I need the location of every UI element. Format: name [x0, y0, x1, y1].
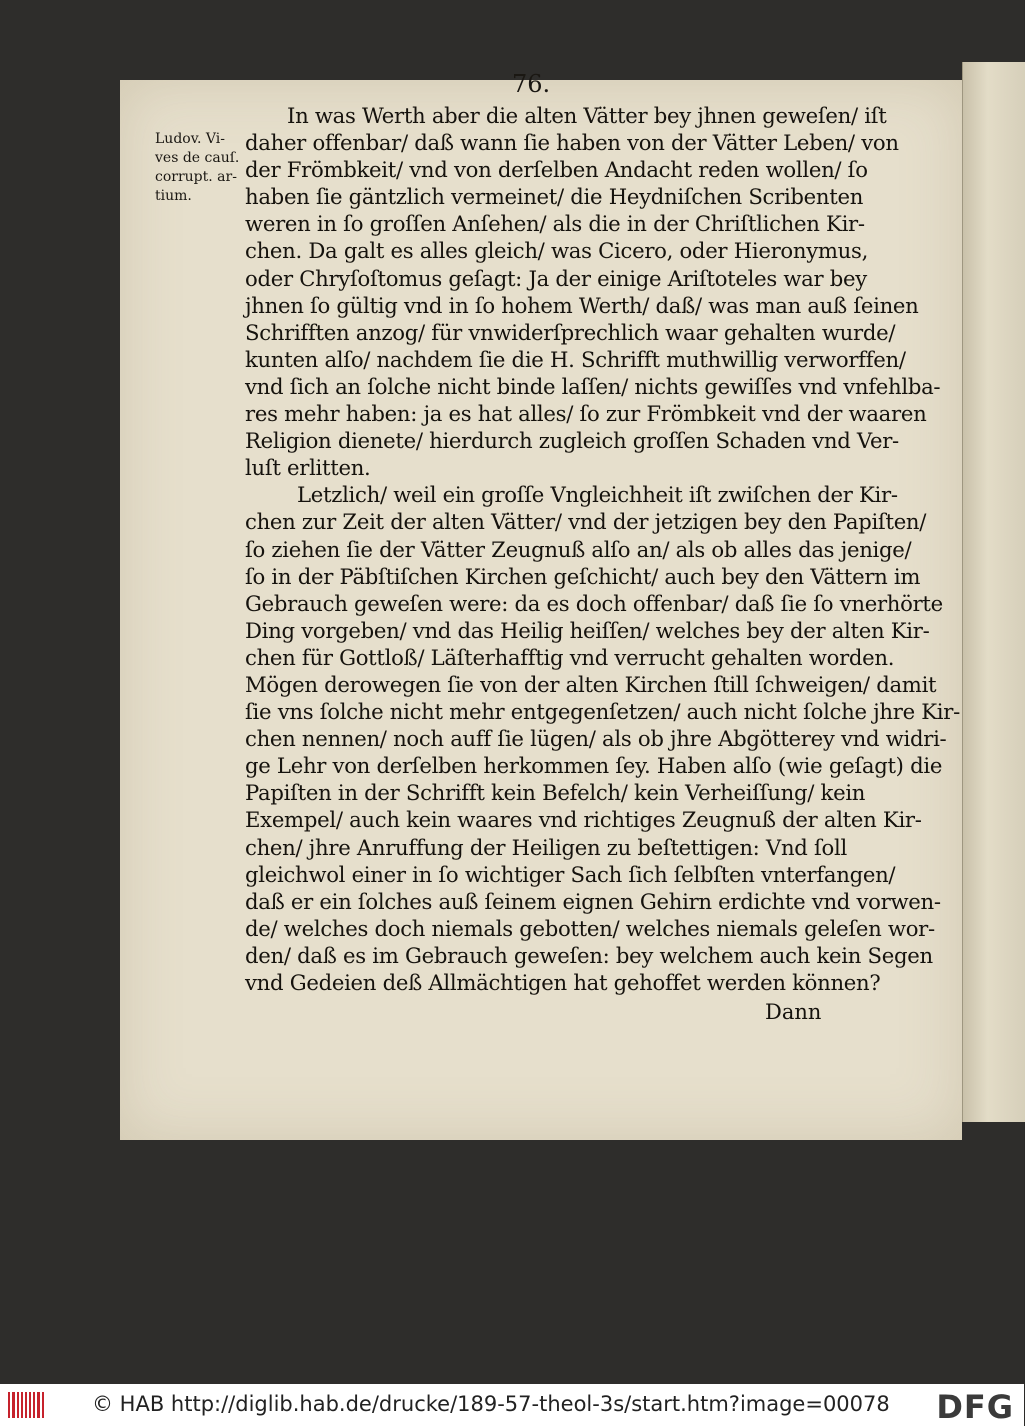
copyright-url-link[interactable]: © HAB http://diglib.hab.de/drucke/189-57-theol-3s/start.htm?image=00078: [92, 1392, 890, 1416]
body-text: [245, 102, 960, 996]
text-line: jhnen ſo gültig vnd in ſo hohem Werth/ daß/ was man auß ſeinen: [245, 292, 919, 318]
text-line: Schrifften anzog/ für vnwiderſprechlich waar gehalten wurde/: [245, 319, 896, 345]
text-line: Religion dienete/ hierdurch zugleich groſſen Schaden vnd Ver-: [245, 428, 899, 454]
text-line: daher offenbar/ daß wann ſie haben von der Vätter Leben/ von: [245, 130, 899, 156]
text-line: gleichwol einer in ſo wichtiger Sach ſich ſelbſten vnterfangen/: [245, 861, 896, 887]
text-line: luſt erlitten.: [245, 455, 371, 481]
dfg-logo: DFG: [936, 1388, 1014, 1426]
text-line: chen/ jhre Anruffung der Heiligen zu beſtettigen: Vnd ſoll: [245, 834, 847, 860]
text-line: chen nennen/ noch auff ſie lügen/ als ob jhre Abgötterey vnd widri-: [245, 726, 947, 752]
text-line: de/ welches doch niemals gebotten/ welches niemals geleſen wor-: [245, 915, 935, 941]
text-line: Exempel/ auch kein waares vnd richtiges Zeugnuß der alten Kir-: [245, 807, 922, 833]
marginal-note-line: corrupt. ar-: [155, 169, 237, 185]
text-line: vnd ſich an ſolche nicht binde laſſen/ nichts gewiſſes vnd vnfehlba-: [245, 373, 941, 399]
text-line: ſo in der Päbſtiſchen Kirchen geſchicht/ auch bey den Vättern im: [245, 563, 921, 589]
text-line: chen. Da galt es alles gleich/ was Cicero, oder Hieronymus,: [245, 238, 869, 264]
text-line: oder Chryſoſtomus geſagt: Ja der einige Ariſtoteles war bey: [245, 265, 867, 291]
text-line: Gebrauch geweſen were: da es doch offenbar/ daß ſie ſo vnerhörte: [245, 590, 943, 616]
text-line: haben ſie gäntzlich vermeinet/ die Heydniſchen Scribenten: [245, 184, 864, 210]
hab-barcode-icon: [8, 1392, 44, 1418]
text-line: kunten alſo/ nachdem ſie die H. Schrifft muthwillig verworffen/: [245, 346, 906, 372]
text-line: daß er ein ſolches auß ſeinem eignen Gehirn erdichte vnd vorwen-: [245, 888, 941, 914]
marginal-note-line: tium.: [155, 188, 192, 204]
facing-page-edge: [962, 62, 1025, 1122]
text-line: Mögen derowegen ſie von der alten Kirchen ſtill ſchweigen/ damit: [245, 671, 937, 697]
catchword: Dann: [765, 1000, 822, 1024]
text-line: Papiſten in der Schrifft kein Befelch/ kein Verheiſſung/ kein: [245, 780, 866, 806]
text-line: ge Lehr von derſelben herkommen ſey. Haben alſo (wie geſagt) die: [245, 753, 943, 779]
text-line: der Frömbkeit/ vnd von derſelben Andacht reden wollen/ ſo: [245, 157, 868, 183]
text-line: In was Werth aber die alten Vätter bey jhnen geweſen/ iſt: [287, 103, 887, 128]
text-line: Letzlich/ weil ein groſſe Vngleichheit iſt zwiſchen der Kir-: [297, 482, 898, 508]
text-line: den/ daß es im Gebrauch geweſen: bey welchem auch kein Segen: [245, 942, 933, 968]
text-line: res mehr haben: ja es hat alles/ ſo zur Frömbkeit vnd der waaren: [245, 401, 927, 427]
marginal-note: [155, 130, 245, 206]
marginal-note-line: ves de cauſ.: [155, 150, 240, 166]
text-line: chen für Gottloß/ Läſterhafftig vnd verrucht gehalten worden.: [245, 644, 895, 670]
text-line: ſie vns ſolche nicht mehr entgegenſetzen/ auch nicht ſolche jhre Kir-: [245, 699, 960, 725]
text-line: Ding vorgeben/ vnd das Heilig heiſſen/ welches bey der alten Kir-: [245, 617, 930, 643]
text-line: weren in ſo groſſen Anſehen/ als die in der Chriſtlichen Kir-: [245, 211, 865, 237]
text-line: vnd Gedeien deß Allmächtigen hat gehoffet werden können?: [245, 970, 881, 995]
marginal-note-line: Ludov. Vi-: [155, 131, 225, 147]
page-number: 76.: [512, 70, 551, 98]
text-line: ſo ziehen ſie der Vätter Zeugnuß alſo an/ als ob alles das jenige/: [245, 536, 912, 562]
viewer-footer: [0, 1384, 1024, 1426]
text-line: chen zur Zeit der alten Vätter/ vnd der jetzigen bey den Papiſten/: [245, 509, 927, 535]
